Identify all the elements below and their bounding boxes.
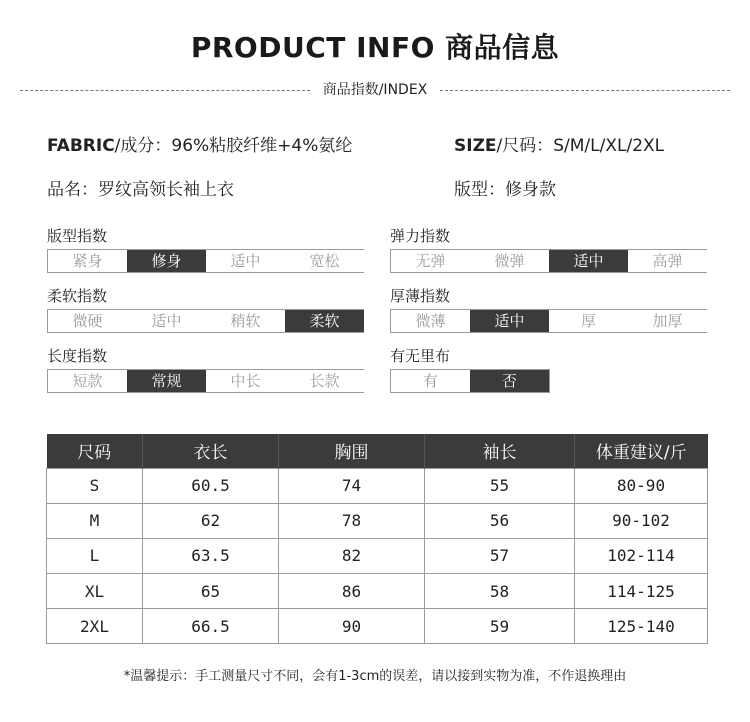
table-cell: 60.5 [143, 468, 279, 503]
scale-option: 微硬 [48, 310, 127, 332]
table-cell: 90 [279, 609, 425, 644]
scale-lining [390, 346, 550, 393]
table-cell: 56 [425, 503, 575, 538]
size-chart-table [46, 434, 708, 644]
scale-bar [390, 309, 707, 333]
column-header: 体重建议/斤 [575, 434, 708, 468]
table-cell: 63.5 [143, 538, 279, 573]
table-cell: 82 [279, 538, 425, 573]
scale-title: 长度指数 [47, 347, 108, 365]
index-label: 商品指数/INDEX [322, 82, 428, 98]
page-title: PRODUCT INFO 商品信息 [190, 31, 560, 64]
table-header-row [47, 434, 708, 468]
scale-elasticity [390, 226, 707, 273]
measurement-note: *温馨提示：手工测量尺寸不同，会有1-3cm的误差，请以接到实物为准，不作退换理由 [123, 669, 627, 684]
table-cell: 86 [279, 574, 425, 609]
table-cell: 74 [279, 468, 425, 503]
table-cell: M [47, 503, 143, 538]
scale-title: 版型指数 [47, 227, 108, 245]
scale-option: 厚 [549, 310, 628, 332]
table-cell: L [47, 538, 143, 573]
scale-option: 柔软 [285, 310, 364, 332]
scale-title: 柔软指数 [47, 287, 108, 305]
scale-option: 否 [470, 370, 549, 392]
divider-line-left [20, 90, 310, 91]
scale-fit [47, 226, 364, 273]
scale-option: 适中 [549, 250, 628, 272]
scale-option: 无弹 [391, 250, 470, 272]
table-cell: 90-102 [575, 503, 708, 538]
fabric-info [47, 134, 352, 158]
table-cell: 62 [143, 503, 279, 538]
table-cell: 58 [425, 574, 575, 609]
table-cell: 125-140 [575, 609, 708, 644]
scale-bar [47, 309, 364, 333]
scale-option: 微薄 [391, 310, 470, 332]
table-cell: 114-125 [575, 574, 708, 609]
scale-option: 长款 [285, 370, 364, 392]
fabric-value: /成分：96%粘胶纤维+4%氨纶 [114, 136, 353, 156]
scale-softness [47, 286, 364, 333]
table-cell: 102-114 [575, 538, 708, 573]
scale-option: 适中 [127, 310, 206, 332]
scale-option: 宽松 [285, 250, 364, 272]
scale-title: 有无里布 [390, 347, 451, 365]
table-row [47, 503, 708, 538]
scale-thickness [390, 286, 707, 333]
table-row [47, 468, 708, 503]
scale-option: 修身 [127, 250, 206, 272]
scale-option: 有 [391, 370, 470, 392]
product-name: 品名：罗纹高领长袖上衣 [47, 180, 234, 200]
scale-option: 加厚 [628, 310, 707, 332]
scale-length [47, 346, 364, 393]
column-header: 衣长 [143, 434, 279, 468]
scale-bar [390, 249, 707, 273]
scale-title: 厚薄指数 [390, 287, 451, 305]
scale-option: 中长 [206, 370, 285, 392]
scale-option: 稍软 [206, 310, 285, 332]
scale-bar [390, 369, 550, 393]
table-row [47, 538, 708, 573]
scale-option: 短款 [48, 370, 127, 392]
table-cell: 2XL [47, 609, 143, 644]
scale-bar [47, 249, 364, 273]
table-cell: 78 [279, 503, 425, 538]
table-row [47, 574, 708, 609]
table-cell: 57 [425, 538, 575, 573]
table-cell: S [47, 468, 143, 503]
scale-option: 紧身 [48, 250, 127, 272]
scale-option: 适中 [206, 250, 285, 272]
table-cell: 65 [143, 574, 279, 609]
table-cell: 80-90 [575, 468, 708, 503]
column-header: 胸围 [279, 434, 425, 468]
index-divider [20, 79, 730, 101]
fit-type: 版型：修身款 [454, 180, 556, 200]
size-key: SIZE [454, 136, 497, 156]
column-header: 尺码 [47, 434, 143, 468]
table-row [47, 609, 708, 644]
scale-bar [47, 369, 364, 393]
table-cell: 66.5 [143, 609, 279, 644]
scale-option: 微弹 [470, 250, 549, 272]
size-value: /尺码：S/M/L/XL/2XL [496, 136, 665, 156]
scale-option: 高弹 [628, 250, 707, 272]
size-info [454, 134, 664, 158]
fabric-key: FABRIC [47, 136, 115, 156]
table-cell: 55 [425, 468, 575, 503]
column-header: 袖长 [425, 434, 575, 468]
table-cell: 59 [425, 609, 575, 644]
divider-line-right [440, 90, 730, 91]
table-cell: XL [47, 574, 143, 609]
scale-option: 适中 [470, 310, 549, 332]
scale-option: 常规 [127, 370, 206, 392]
scale-title: 弹力指数 [390, 227, 451, 245]
